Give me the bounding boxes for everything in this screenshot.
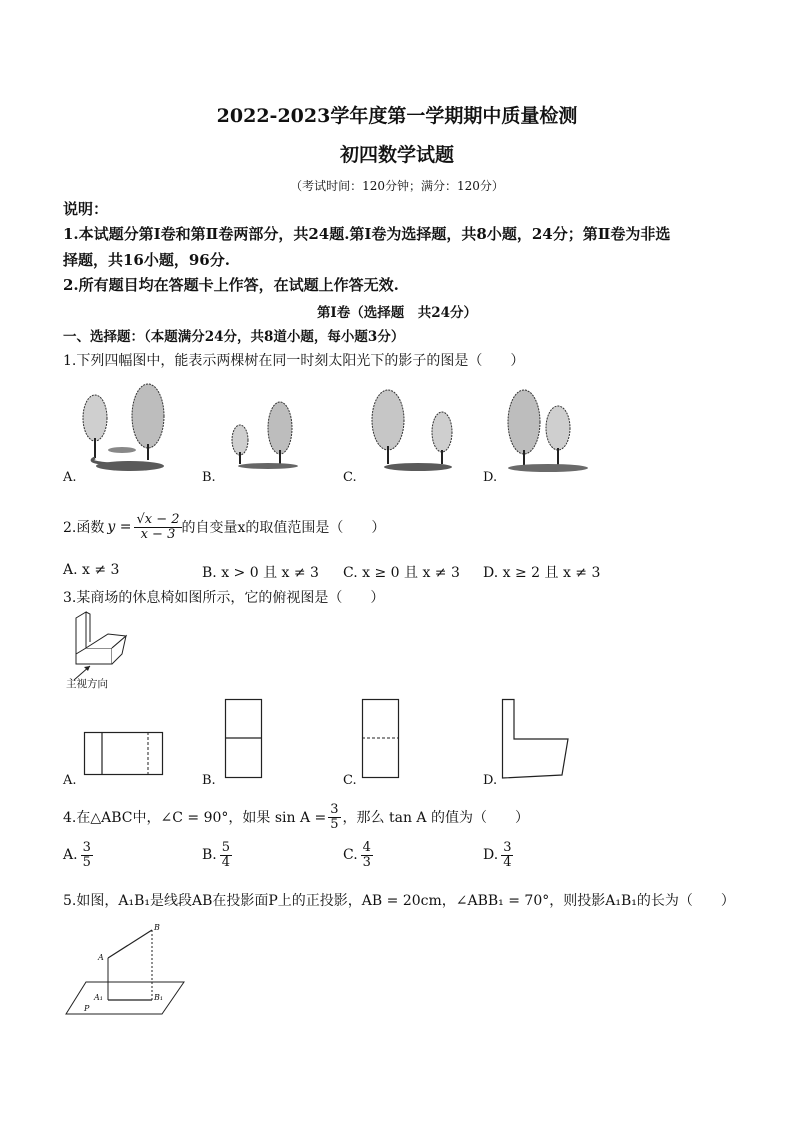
q4-option-a-den: 5 <box>82 854 91 870</box>
q4-option-b-fraction <box>220 841 232 869</box>
notes-heading: 说明： <box>63 200 109 218</box>
q2-option-b: B. x > 0 且 x ≠ 3 <box>202 565 319 581</box>
q1-option-d-label: D. <box>483 470 498 485</box>
q3-option-d-label: D. <box>483 773 498 788</box>
q3-option-c-figure <box>362 699 400 779</box>
q2-suffix: 的自变量x的取值范围是（ ） <box>181 520 386 536</box>
q2-option-d: D. x ≥ 2 且 x ≠ 3 <box>483 565 601 581</box>
tree-picture-c <box>364 380 474 475</box>
question-2-stem <box>63 510 385 544</box>
q4-option-c-label: C. <box>343 847 358 863</box>
question-4-stem <box>63 800 529 834</box>
q4-option-b-den: 4 <box>221 854 231 870</box>
note-2: 2.所有题目均在答题卡上作答，在试题上作答无效. <box>63 276 399 294</box>
q4-option-b-num: 5 <box>221 839 231 855</box>
part-heading: 一、选择题：（本题满分24分，共8道小题，每小题3分） <box>63 329 405 345</box>
tree-picture-d <box>498 380 608 475</box>
q4-option-d-num: 3 <box>503 839 512 855</box>
q4-sin-fraction <box>328 803 340 831</box>
q4-option-b-label: B. <box>202 847 217 863</box>
tree-picture-b <box>218 380 318 475</box>
label-b: B <box>154 923 160 932</box>
q4-option-d-fraction <box>501 841 513 869</box>
q1-option-a-label: A. <box>63 470 77 485</box>
q2-denominator: x − 3 <box>140 526 176 542</box>
q1-option-b-label: B. <box>202 470 216 485</box>
q4-option-d-label: D. <box>483 847 499 863</box>
q2-fraction <box>134 513 181 541</box>
note-1-line-a: 1.本试题分第Ⅰ卷和第Ⅱ卷两部分，共24题.第Ⅰ卷为选择题，共8小题，24分；第Ⅱ卷为非选 <box>63 225 671 243</box>
projection-figure <box>64 922 194 1022</box>
question-1-stem: 1.下列四幅图中，能表示两棵树在同一时刻太阳光下的影子的图是（ ） <box>63 353 525 369</box>
q2-option-c: C. x ≥ 0 且 x ≠ 3 <box>343 565 460 581</box>
q4-option-a-fraction <box>81 841 93 869</box>
q4-option-c-den: 3 <box>362 854 371 870</box>
q3-option-a-label: A. <box>63 773 77 788</box>
q4-option-b <box>202 838 232 872</box>
exam-title: 2022-2023学年度第一学期期中质量检测 <box>216 105 578 127</box>
note-1-line-b: 择题，共16小题，96分. <box>63 251 230 269</box>
volume-heading: 第Ⅰ卷（选择题 共24分） <box>316 305 478 321</box>
tree-picture-a <box>70 380 180 475</box>
q3-option-a-figure <box>84 732 164 777</box>
q4-option-c-fraction <box>361 841 373 869</box>
q2-option-a: A. x ≠ 3 <box>63 562 120 578</box>
bench-figure <box>68 608 138 683</box>
q4-option-c-num: 4 <box>362 839 371 855</box>
q2-y-equals: y = <box>107 519 132 535</box>
q2-prefix: 2.函数 <box>63 520 105 536</box>
label-a: A <box>98 953 104 962</box>
label-b1: B₁ <box>154 993 164 1002</box>
q4-option-d <box>483 838 513 872</box>
question-3-stem: 3.某商场的休息椅如图所示，它的俯视图是（ ） <box>63 590 385 606</box>
q1-option-c-label: C. <box>343 470 357 485</box>
q4-sin-denominator: 5 <box>330 816 339 832</box>
q4-option-c <box>343 838 373 872</box>
q4-option-a-label: A. <box>63 847 78 863</box>
q4-option-a <box>63 838 93 872</box>
question-5-stem: 5.如图，A₁B₁是线段AB在投影面P上的正投影，AB = 20cm，∠ABB₁ = 70°，则投影A₁B₁的长为（ ） <box>63 893 735 909</box>
q2-numerator: √x − 2 <box>136 511 180 527</box>
q4-stem-a: 4.在△ABC中，∠C = 90°，如果 sin A = <box>63 810 327 826</box>
q4-option-d-den: 4 <box>503 854 512 870</box>
q3-option-c-label: C. <box>343 773 357 788</box>
q4-option-a-num: 3 <box>82 839 91 855</box>
q3-option-b-figure <box>225 699 263 779</box>
label-plane-p: P <box>84 1004 90 1013</box>
q4-sin-numerator: 3 <box>330 801 339 817</box>
q3-option-b-label: B. <box>202 773 216 788</box>
exam-time-info: （考试时间：120分钟；满分：120分） <box>290 179 504 193</box>
view-direction-label: 主视方向 <box>66 678 108 690</box>
q4-stem-b: ，那么 tan A 的值为（ ） <box>342 810 529 826</box>
label-a1: A₁ <box>94 993 103 1002</box>
q3-option-d-figure <box>502 699 572 779</box>
subject-title: 初四数学试题 <box>339 144 454 166</box>
